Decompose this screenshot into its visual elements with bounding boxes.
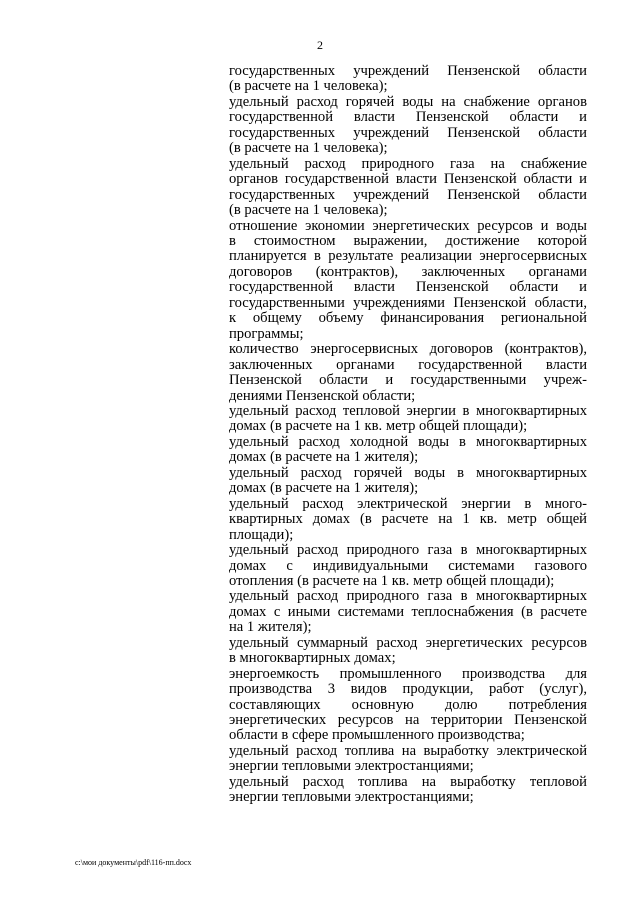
text-line: энергетических ресурсов на территории Пензенской	[229, 713, 587, 729]
text-line: заключенных органами государственной власти	[229, 357, 587, 373]
text-line: производства 3 видов продукции, работ (услуг),	[229, 682, 587, 698]
text-line: органов государственной власти Пензенской области и	[229, 172, 587, 188]
text-line: удельный расход природного газа на снабжение	[229, 156, 587, 172]
text-line: удельный расход топлива на выработку тепловой	[229, 774, 587, 790]
text-line: программы;	[229, 326, 304, 342]
text-line: планируется в результате реализации энергосервисных	[229, 249, 587, 265]
text-line: домах (в расчете на 1 кв. метр общей площади);	[229, 419, 528, 435]
text-line: Пензенской области и государственными учреж-	[229, 373, 587, 389]
text-line: энергоемкость промышленного производства для	[229, 666, 587, 682]
text-line: энергии тепловыми электростанциями;	[229, 790, 474, 806]
text-line: удельный расход тепловой энергии в многоквартирных	[229, 403, 587, 419]
text-line: удельный расход горячей воды на снабжение органов	[229, 94, 587, 110]
text-line: к общему объему финансирования региональной	[229, 311, 587, 327]
text-line: составляющих основную долю потребления	[229, 697, 587, 713]
text-line: удельный расход природного газа в многоквартирных	[229, 589, 587, 605]
text-line: государственной власти Пензенской области и	[229, 110, 587, 126]
text-line: договоров (контрактов), заключенных органами	[229, 264, 587, 280]
text-line: домах с иными системами теплоснабжения (в расчете	[229, 604, 587, 620]
page-number: 2	[317, 38, 323, 52]
text-line: отношение экономии энергетических ресурсов и воды	[229, 218, 587, 234]
text-line: государственных учреждений Пензенской области	[229, 125, 587, 141]
text-line: домах (в расчете на 1 жителя);	[229, 450, 419, 466]
text-line: удельный расход топлива на выработку электрической	[229, 743, 587, 759]
text-line: удельный суммарный расход энергетических ресурсов	[229, 635, 587, 651]
text-line: энергии тепловыми электростанциями;	[229, 759, 474, 775]
text-line: домах (в расчете на 1 жителя);	[229, 481, 419, 497]
body-text	[229, 64, 587, 806]
text-line: государственной власти Пензенской области и	[229, 280, 587, 296]
text-line: в стоимостном выражении, достижение которой	[229, 233, 587, 249]
text-line: площади);	[229, 527, 294, 543]
text-line: удельный расход электрической энергии в много-	[229, 496, 587, 512]
text-line: домах с индивидуальными системами газового	[229, 558, 587, 574]
text-line: области в сфере промышленного производства;	[229, 728, 525, 744]
text-line: дениями Пензенской области;	[229, 388, 416, 404]
text-line: удельный расход горячей воды в многоквартирных	[229, 465, 587, 481]
text-line: (в расчете на 1 человека);	[229, 141, 388, 157]
text-line: квартирных домах (в расчете на 1 кв. метр общей	[229, 512, 587, 528]
text-line: (в расчете на 1 человека);	[229, 79, 388, 95]
text-line: удельный расход природного газа в многоквартирных	[229, 543, 587, 559]
text-line: (в расчете на 1 человека);	[229, 203, 388, 219]
text-line: в многоквартирных домах;	[229, 651, 396, 667]
text-line: государственных учреждений Пензенской области	[229, 64, 587, 79]
text-line: государственных учреждений Пензенской области	[229, 187, 587, 203]
text-line: удельный расход холодной воды в многоквартирных	[229, 434, 587, 450]
text-line: на 1 жителя);	[229, 620, 312, 636]
footer-file-path: c:\мои документы\pdf\116-пп.docx	[75, 858, 192, 867]
text-line: отопления (в расчете на 1 кв. метр общей площади);	[229, 573, 555, 589]
text-line: государственными учреждениями Пензенской области,	[229, 295, 587, 311]
text-line: количество энергосервисных договоров (контрактов),	[229, 342, 587, 358]
